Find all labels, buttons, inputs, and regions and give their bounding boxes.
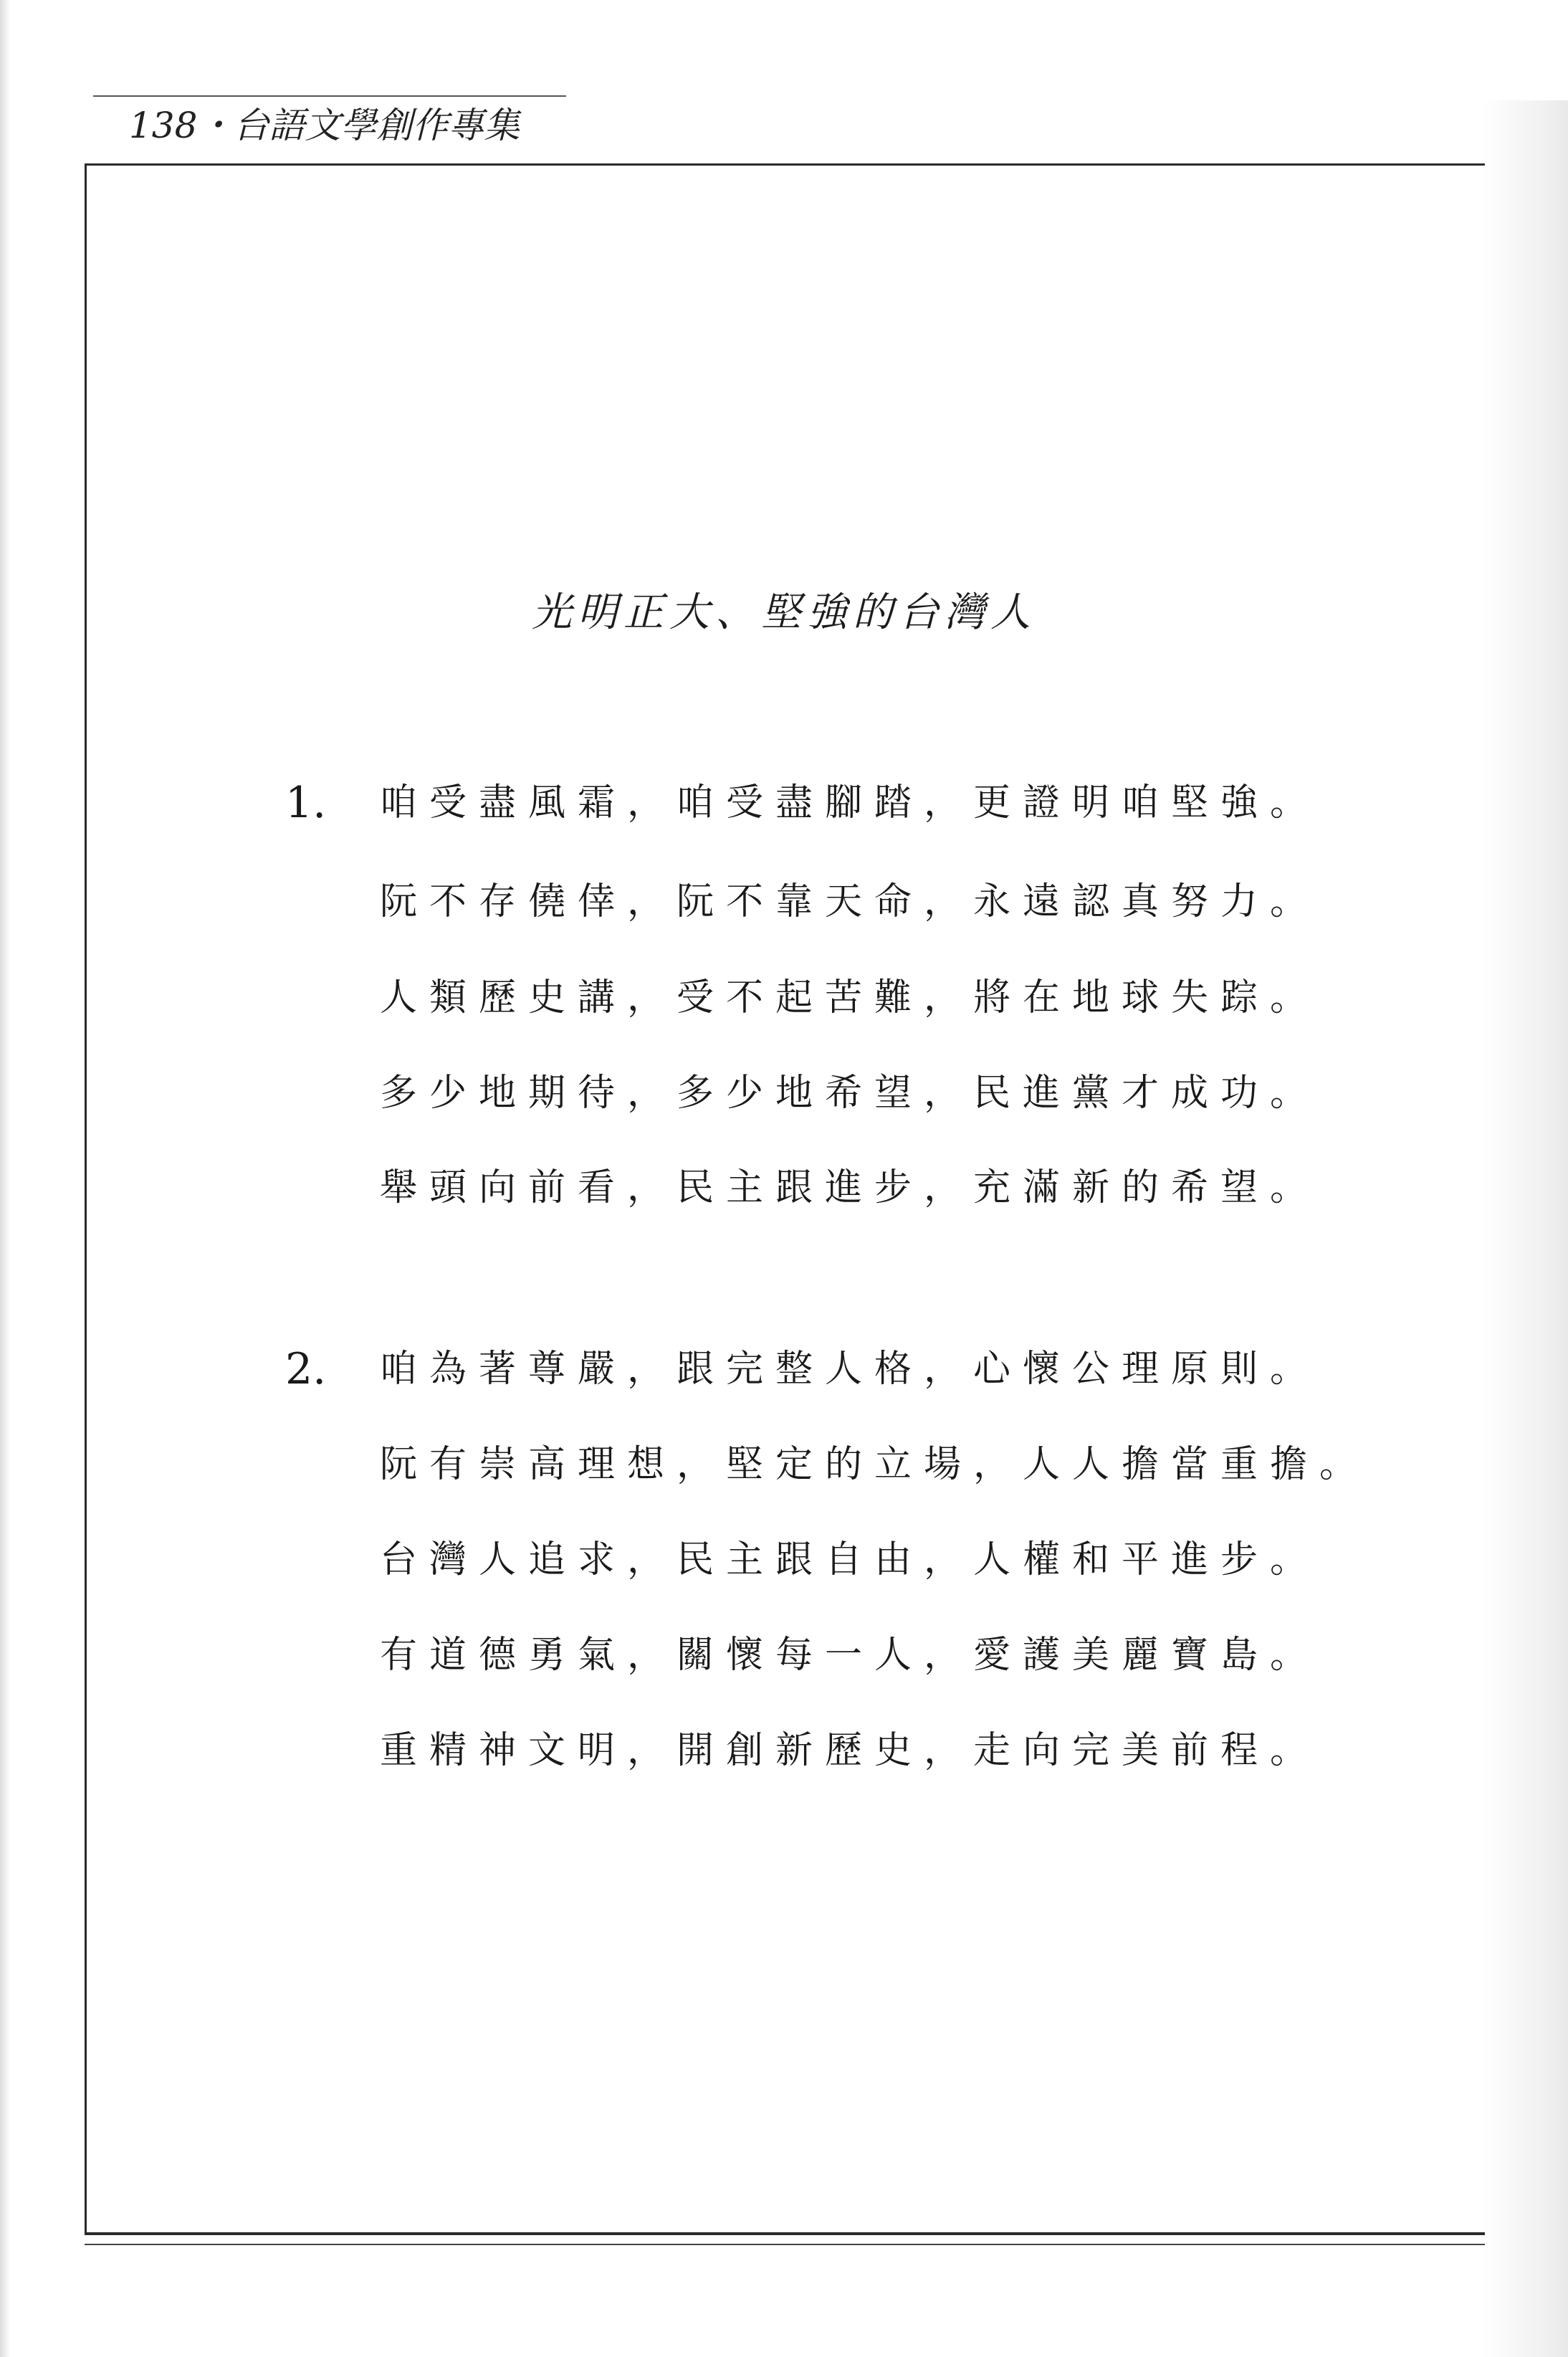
verse-line: 重精神文明，開創新歷史，走向完美前程。 [380,1729,1320,1772]
page-frame-bottom-rule [85,2244,1485,2245]
verse-line: 咱為著尊嚴，跟完整人格，心懷公理原則。 [380,1348,1320,1391]
verse-line: 阮不存僥倖，阮不靠天命，永遠認真努力。 [380,880,1320,923]
scan-right-shadow [1482,100,1568,2357]
verse-line: 阮有崇高理想，堅定的立場，人人擔當重擔。 [380,1443,1369,1486]
poem-title: 光明正大、堅強的台灣人 [532,589,1036,636]
verse-line: 多少地期待，多少地希望，民進黨才成功。 [380,1072,1320,1115]
verse-line: 舉頭向前看，民主跟進步，充滿新的希望。 [380,1166,1320,1209]
verse-line: 台灣人追求，民主跟自由，人權和平進步。 [380,1538,1320,1581]
verse-line: 有道德勇氣，關懷每一人，愛護美麗寶島。 [380,1634,1320,1677]
stanza-number: 1. [285,778,327,828]
verse-line: 人類歷史講，受不起苦難，將在地球失踪。 [380,976,1320,1019]
verse-line: 咱受盡風霜，咱受盡腳踏，更證明咱堅強。 [380,781,1320,824]
header-rule [93,95,566,97]
stanza-number: 2. [285,1344,327,1394]
scan-left-shadow [0,0,10,2357]
running-head: 138・台語文學創作專集 [129,105,520,146]
